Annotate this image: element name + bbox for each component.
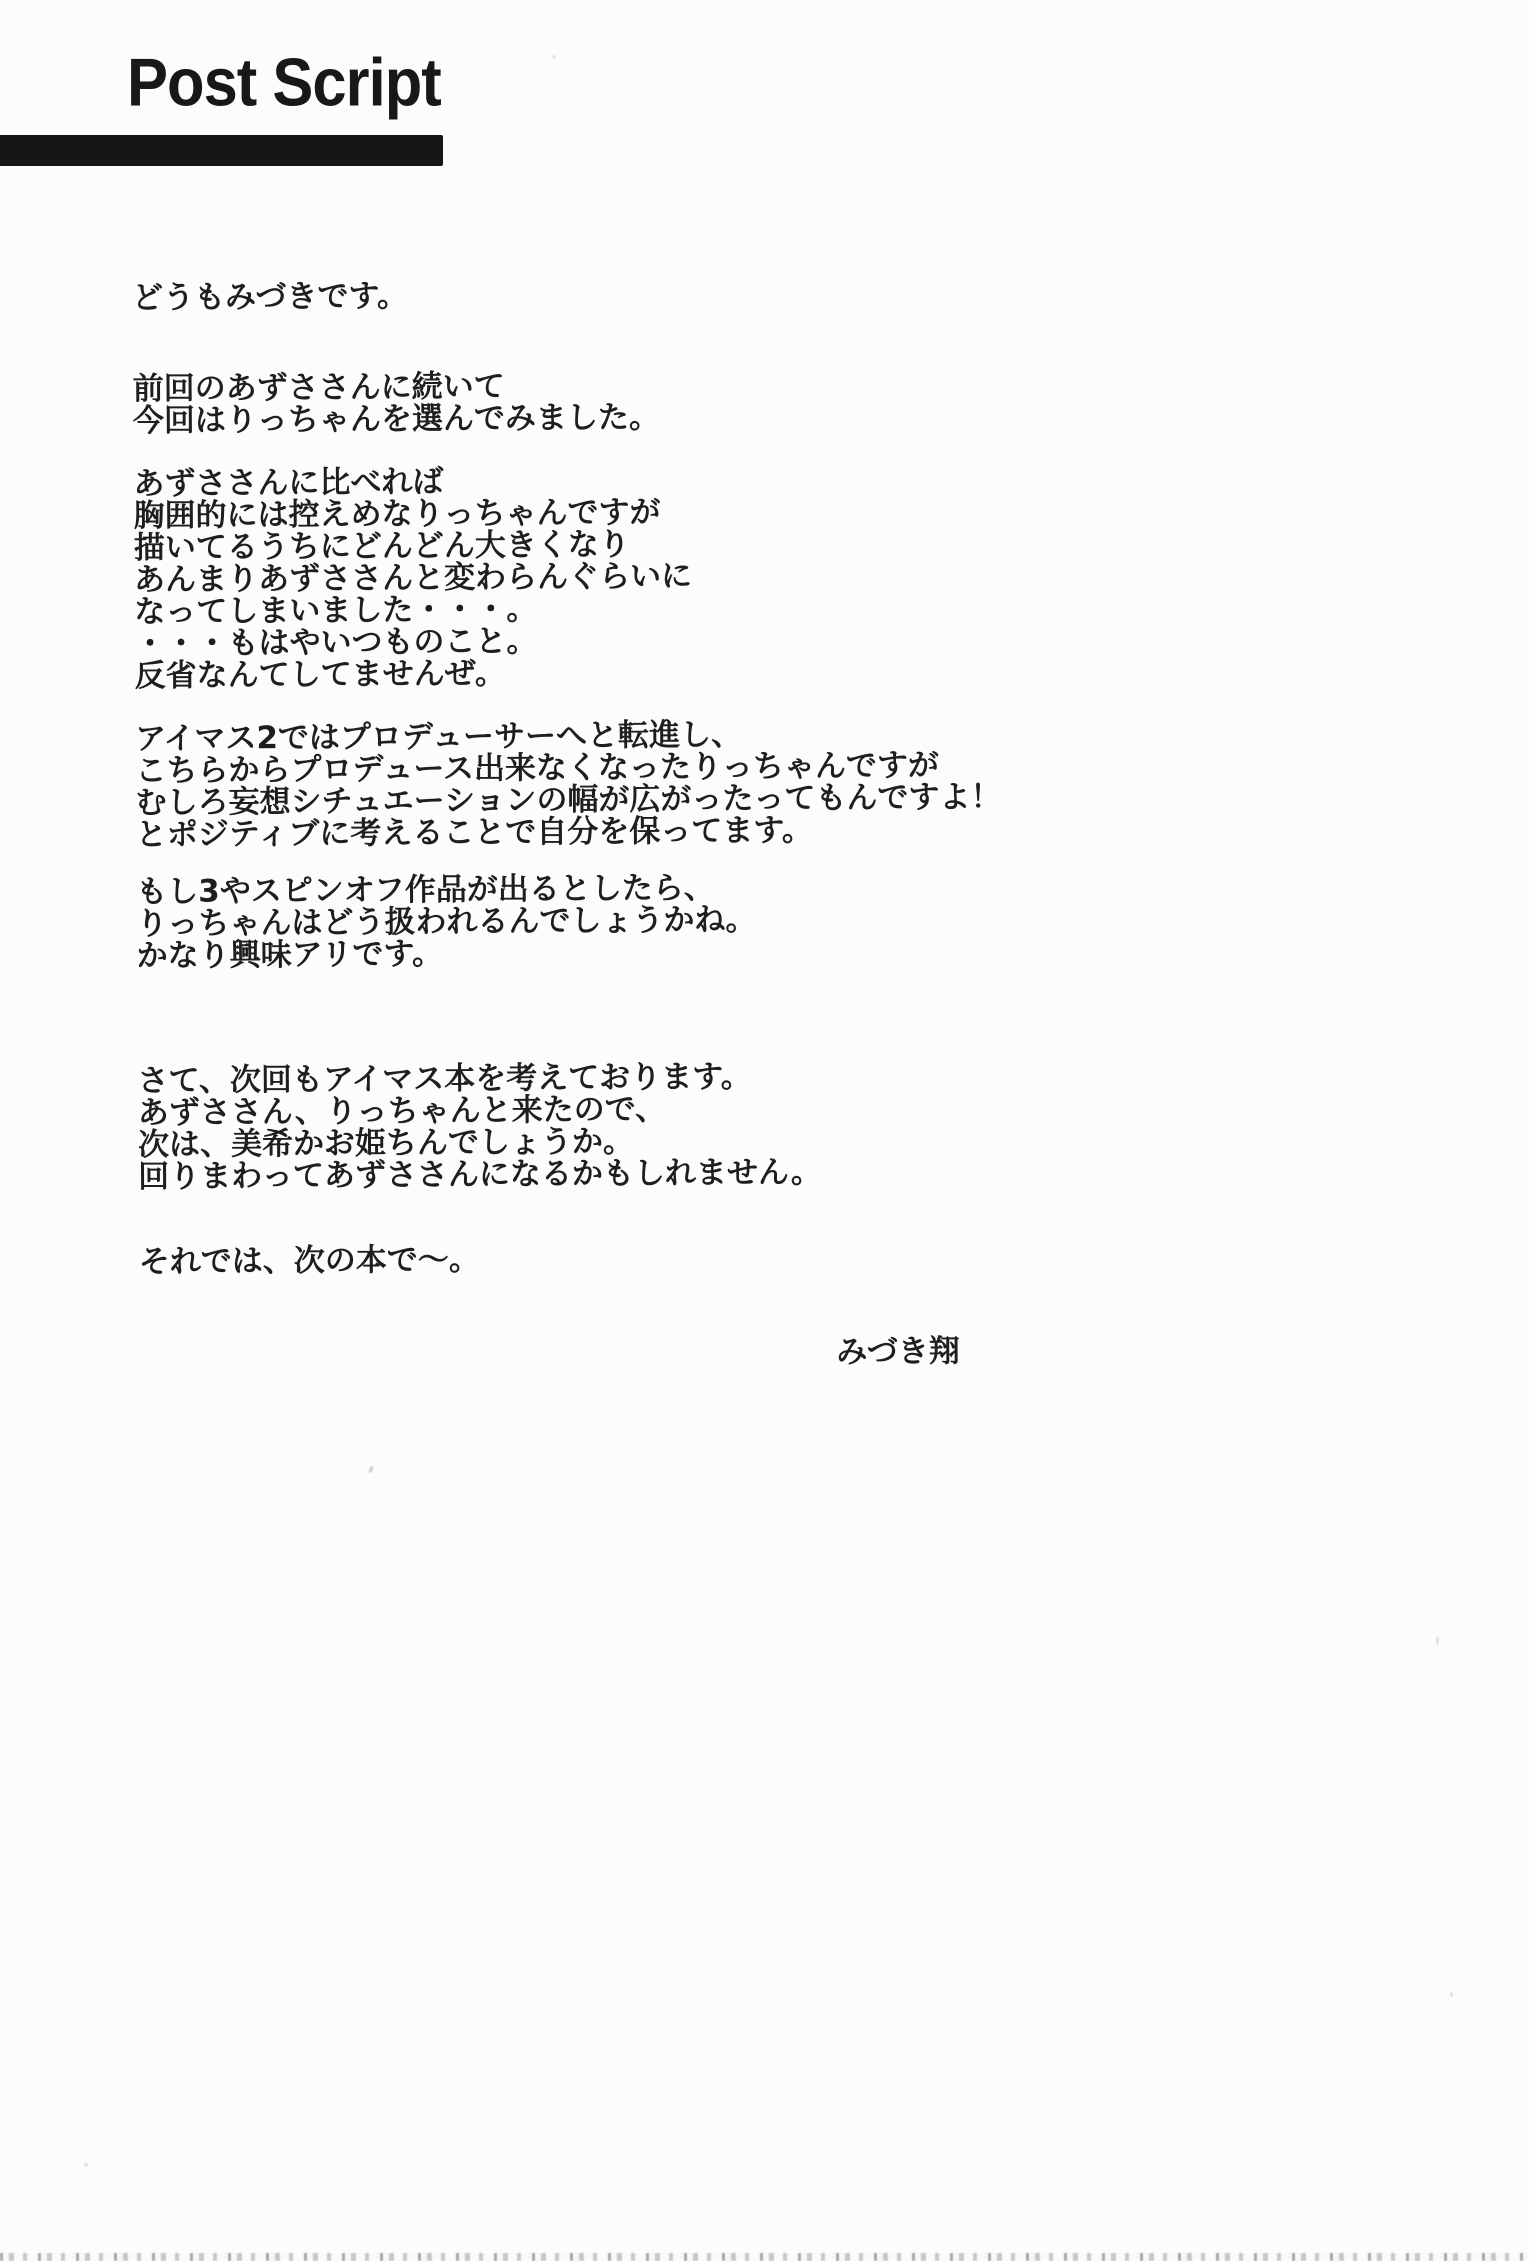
scan-speck <box>552 55 556 59</box>
afterword-line: とポジティブに考えることで自分を保ってます。 <box>135 812 813 854</box>
afterword-line: さて、次回もアイマス本を考えております。 <box>137 1058 752 1100</box>
paragraph-imas2 <box>135 716 1002 854</box>
afterword-line: 回りまわってあずささんになるかもしれません。 <box>138 1154 822 1196</box>
afterword-line: もし3やスピンオフ作品が出るとしたら、 <box>136 870 715 911</box>
author-signature: みづき翔 <box>836 1333 960 1371</box>
paragraph-greeting <box>131 278 409 317</box>
afterword-line: かなり興味アリです。 <box>136 935 444 975</box>
afterword-line: ・・・もはやいつものこと。 <box>134 623 538 663</box>
afterword-line: どうもみづきです。 <box>131 278 409 317</box>
afterword-line: あずささんに比べれば <box>133 463 444 503</box>
paragraph-spinoff <box>136 870 757 975</box>
afterword-line: 今回はりっちゃんを選んでみました。 <box>132 399 661 440</box>
afterword-line: 描いてるうちにどんどん大きくなり <box>133 526 630 567</box>
afterword-line: 反省なんてしてませんぜ。 <box>134 655 506 695</box>
afterword-line: 胸囲的には控えめなりっちゃんですが <box>133 494 661 535</box>
page-title: Post Script <box>127 44 441 121</box>
paragraph-next-book <box>137 1058 822 1196</box>
afterword-line: むしろ妄想シチュエーションの幅が広がったってもんですよ！ <box>135 779 1002 822</box>
afterword-line: なってしまいました・・・。 <box>134 591 538 631</box>
afterword-line: りっちゃんはどう扱われるんでしょうかね。 <box>136 901 757 943</box>
afterword-line: あずささん、りっちゃんと来たので、 <box>137 1091 667 1132</box>
paragraph-comparison <box>133 463 693 695</box>
afterword-line: アイマス2ではプロデューサーへと転進し、 <box>135 716 743 758</box>
scan-speck <box>84 2163 88 2167</box>
paragraph-farewell <box>138 1241 480 1281</box>
paragraph-intro <box>132 368 661 440</box>
afterword-line: 前回のあずささんに続いて <box>132 368 505 408</box>
scan-speck <box>1450 1992 1453 1997</box>
afterword-line: こちらからプロデュース出来なくなったりっちゃんですが <box>135 747 940 790</box>
afterword-line: 次は、美希かお姫ちんでしょうか。 <box>137 1123 635 1164</box>
scan-edge-noise <box>0 2253 1529 2261</box>
scan-speck <box>1436 1636 1439 1645</box>
afterword-line: あんまりあずささんと変わらんぐらいに <box>133 558 693 599</box>
afterword-line: それでは、次の本で～。 <box>138 1241 480 1281</box>
